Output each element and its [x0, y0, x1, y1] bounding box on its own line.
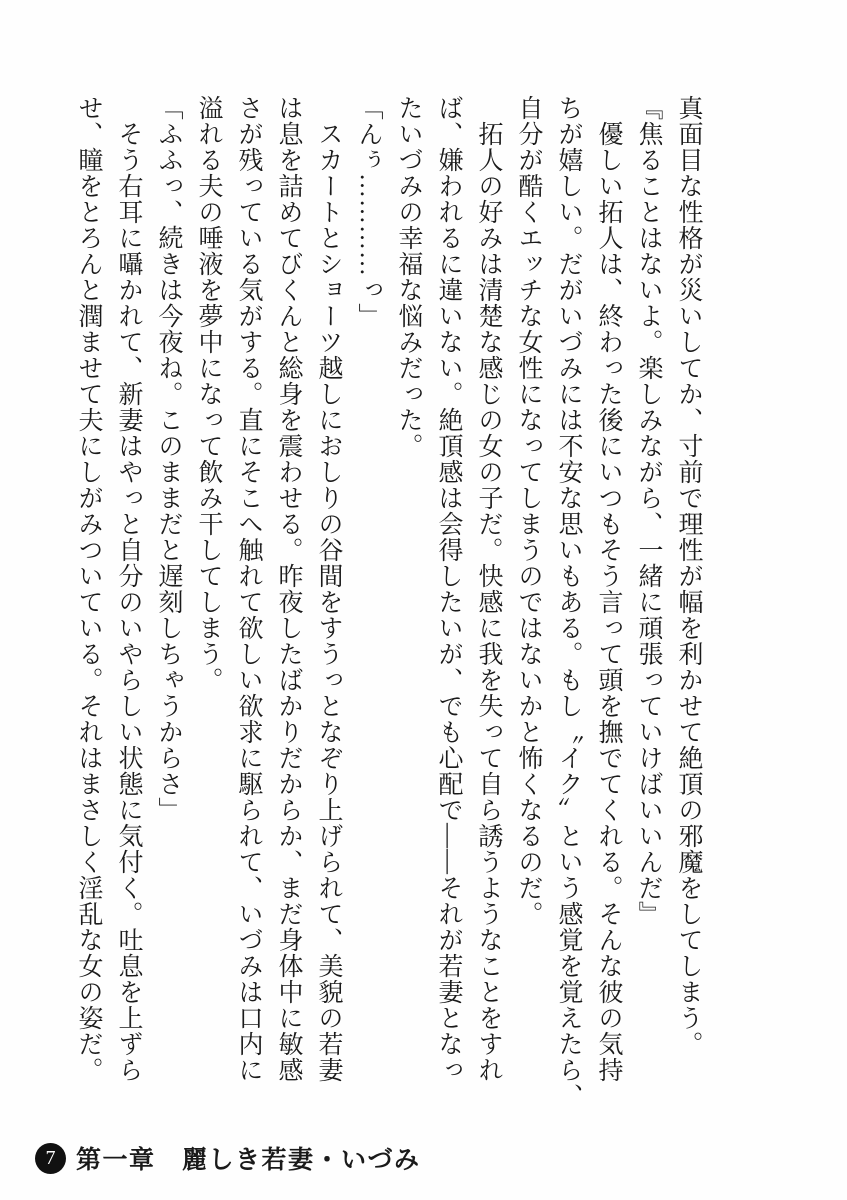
chapter-title: 第一章 麗しき若妻・いづみ — [76, 1147, 421, 1174]
text-line-5: 自分が酷くエッチな女性になってしまうのではないかと怖くなるのだ。 — [515, 95, 542, 927]
body-text — [68, 95, 708, 1110]
text-line-2: 『焦ることはないよ。楽しみながら、一緒に頑張っていけばいいんだ』 — [635, 95, 662, 927]
footer — [35, 1141, 421, 1175]
text-line-3: 優しい拓人は、終わった後にいつもそう言って頭を撫でてくれる。そんな彼の気持 — [595, 95, 622, 1083]
text-line-16: せ、瞳をとろんと潤ませて夫にしがみついている。それはまさしく淫乱な女の姿だ。 — [75, 95, 102, 1083]
text-line-14: 「ふふっ、続きは今夜ね。このままだと遅刻しちゃうからさ」 — [155, 95, 182, 823]
text-line-8: たいづみの幸福な悩みだった。 — [395, 95, 422, 459]
text-line-6: 拓人の好みは清楚な感じの女の子だ。快感に我を失って自ら誘うようなことをすれ — [475, 95, 502, 1083]
text-line-15: そう右耳に囁かれて、新妻はやっと自分のいやらしい状態に気付く。吐息を上ずら — [115, 95, 142, 1083]
page-number-badge — [35, 1143, 66, 1174]
text-line-12: さが残っている気がする。直にそこへ触れて欲しい欲求に駆られて、いづみは口内に — [235, 95, 262, 1083]
page-number: 7 — [45, 1147, 56, 1169]
text-line-7: ば、嫌われるに違いない。絶頂感は会得したいが、でも心配で――それが若妻となっ — [435, 95, 462, 1083]
text-line-13: 溢れる夫の唾液を夢中になって飲み干してしまう。 — [195, 95, 222, 693]
text-line-10: スカートとショーツ越しにおしりの谷間をすうっとなぞり上げられて、美貌の若妻 — [315, 95, 342, 1083]
text-line-11: は息を詰めてびくんと総身を震わせる。昨夜したばかりだからか、まだ身体中に敏感 — [275, 95, 302, 1083]
text-line-9: 「んぅ…………っ」 — [355, 95, 382, 329]
text-line-1: 真面目な性格が災いしてか、寸前で理性が幅を利かせて絶頂の邪魔をしてしまう。 — [675, 95, 702, 1057]
text-line-4: ちが嬉しい。だがいづみには不安な思いもある。もし〝イク〟という感覚を覚えたら、 — [555, 95, 582, 1109]
